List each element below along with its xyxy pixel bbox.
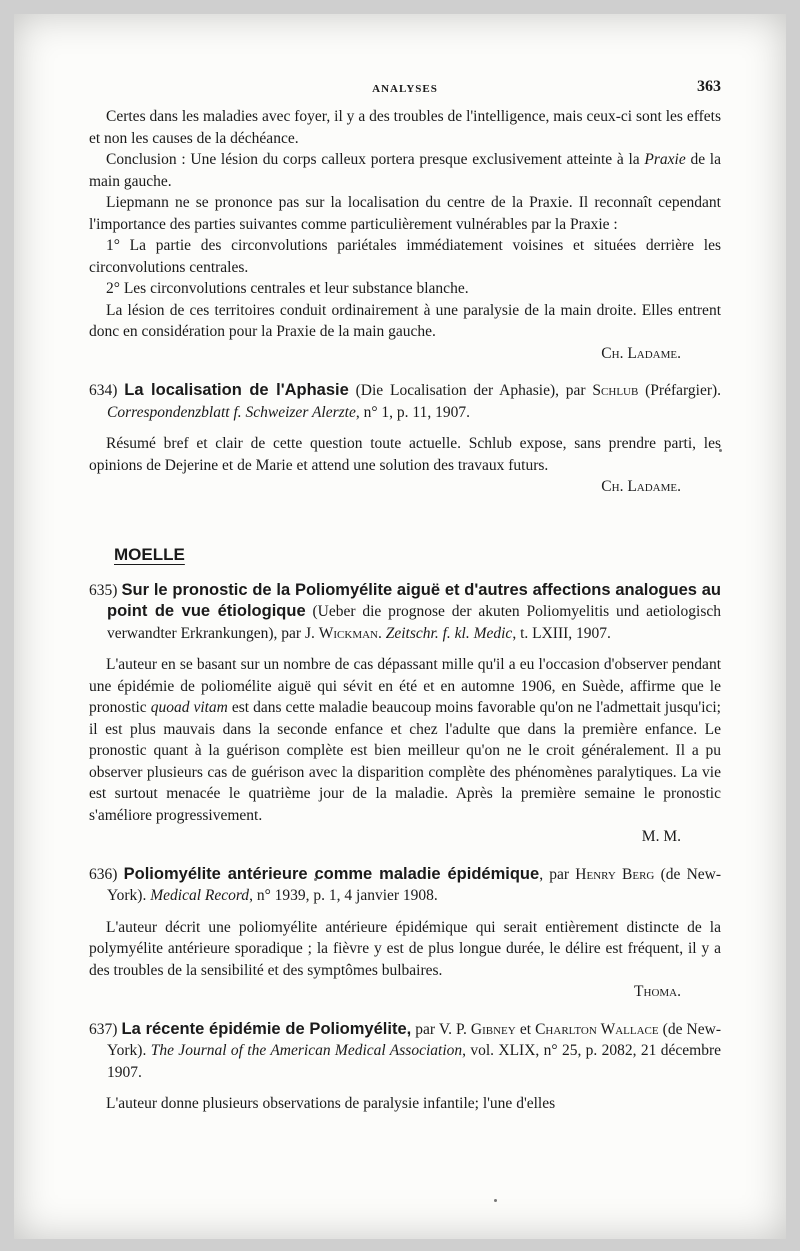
- text: (Ueber die prognose der akuten Poliomyelitis und aetiologisch verwandter Erkrankungen), par J.: [107, 603, 721, 642]
- signature: M. M.: [641, 828, 681, 845]
- entry-637-heading: [89, 1019, 721, 1084]
- entry-635-summary: [89, 654, 721, 826]
- entry-634-summary: Résumé bref et clair de cette question toute actuelle. Schlub expose, sans prendre parti, les opinions de Dejerine et de Marie et attend une solution des travaux futurs.: [89, 435, 721, 474]
- entry-number: 634): [89, 382, 118, 399]
- list-item: 2° Les circonvolutions centrales et leur substance blanche.: [106, 280, 469, 297]
- text: (Die Localisation der Aphasie), par: [348, 382, 593, 399]
- signature: Ch. Ladame.: [601, 344, 681, 362]
- entry-title: Sur le pronostic de la Poliomyélite aiguë et d'autres affections analogues au point de vue étiologique: [107, 580, 721, 620]
- entry-636-heading: [89, 864, 721, 907]
- text: , n° 1939, p. 1, 4 janvier 1908.: [249, 887, 438, 904]
- journal-name: Correspondenzblatt f. Schweizer Alerzte: [107, 403, 356, 421]
- text: , par: [539, 865, 576, 883]
- entry-title: La localisation de l'Aphasie: [124, 381, 349, 399]
- author-name: Charlton Wallace: [535, 1020, 659, 1038]
- text: de la main gauche.: [89, 151, 721, 190]
- text: Conclusion : Une lésion du corps calleux portera presque exclusivement atteinte à la: [106, 151, 645, 168]
- paragraph: La lésion de ces territoires conduit ordinairement à une paralysie de la main droite. Elles entrent donc en considération pour la Praxie de la main gauche.: [89, 301, 721, 340]
- entry-634-heading: [89, 380, 721, 423]
- author-name: Henry Berg: [575, 865, 655, 883]
- entry-636-summary: L'auteur décrit une poliomyélite antérieure épidémique qui serait entièrement distincte de la polymyélite antérieure sporadique ; la fièvre y est de plus longue durée, le délire est fréquent, il y a des troubles de la sensibilité et des symptômes bulbaires.: [89, 918, 721, 979]
- list-item: 1° La partie des circonvolutions pariétales immédiatement voisines et situées derrière les circonvolutions centrales.: [89, 237, 721, 276]
- text: , vol. XLIX, n° 25, p. 2082, 21 décembre 1907.: [107, 1042, 721, 1081]
- text: et: [515, 1020, 536, 1038]
- entry-number: 637): [89, 1020, 118, 1038]
- signature: Thoma.: [634, 983, 681, 1000]
- text: L'auteur en se basant sur un nombre de cas dépassant mille qu'il a eu l'occasion d'observer pendant une épidémie de poliomélite aiguë qui sévit en été et en automne 1906, en Suède, affirme que le pronostic: [89, 656, 721, 716]
- conclusion-paragraph: [89, 149, 721, 192]
- text: , t. LXIII, 1907.: [512, 624, 611, 642]
- author-name: Wickman: [318, 624, 378, 642]
- journal-name: Zeitschr. f. kl. Medic: [385, 624, 513, 642]
- text: est dans cette maladie beaucoup moins favorable qu'on ne l'admettait jusqu'ici; il est plus mauvais dans la seconde enfance et chez l'adulte que dans la première enfance. Le pronostic quant à la guérison complète est bien meilleur qu'on ne le croit généralement. Il a pu observer plusieurs cas de guérison avec la disparition complète des phénomènes paralytiques. La vie est surtout menacée le quatrième jour de la maladie. Après la première semaine le pronostic s'améliore progressivement.: [89, 699, 721, 824]
- emphasis: Praxie: [644, 151, 686, 168]
- page-content: [89, 76, 721, 1115]
- text: (Préfargier).: [638, 382, 722, 399]
- entry-title: La récente épidémie de Poliomyélite,: [121, 1019, 412, 1038]
- section-heading: MOELLE: [114, 544, 185, 564]
- text: (de New-York).: [107, 1020, 721, 1059]
- entry-number: 635): [89, 581, 118, 599]
- text: .: [378, 624, 386, 642]
- page-number: 363: [697, 78, 721, 95]
- text: (de New-York).: [107, 865, 722, 904]
- author-name: Gibney: [470, 1020, 516, 1038]
- text: par V. P.: [411, 1020, 471, 1038]
- entry-637-summary: L'auteur donne plusieurs observations de paralysie infantile; l'une d'elles: [106, 1095, 556, 1112]
- page: [14, 14, 786, 1239]
- emphasis: quoad vitam: [150, 699, 228, 716]
- entry-635-heading: [89, 580, 721, 645]
- journal-name: The Journal of the American Medical Association: [150, 1042, 463, 1059]
- author-name: Schlub: [592, 382, 639, 399]
- entry-number: 636): [89, 865, 118, 883]
- entry-title: Poliomyélite antérieure comme maladie épidémique: [123, 864, 540, 883]
- running-head: [89, 76, 721, 106]
- speck: [494, 1199, 497, 1202]
- signature: Ch. Ladame.: [601, 478, 681, 495]
- text: , n° 1, p. 11, 1907.: [355, 403, 470, 421]
- paragraph: Liepmann ne se prononce pas sur la localisation du centre de la Praxie. Il reconnaît cependant l'importance des parties suivantes comme particulièrement vulnérables par la Praxie :: [89, 194, 721, 233]
- journal-name: Medical Record: [150, 887, 250, 904]
- paragraph: Certes dans les maladies avec foyer, il y a des troubles de l'intelligence, mais ceux-ci sont les effets et non les causes de la déchéance.: [89, 108, 721, 147]
- running-title: ANALYSES: [372, 83, 438, 95]
